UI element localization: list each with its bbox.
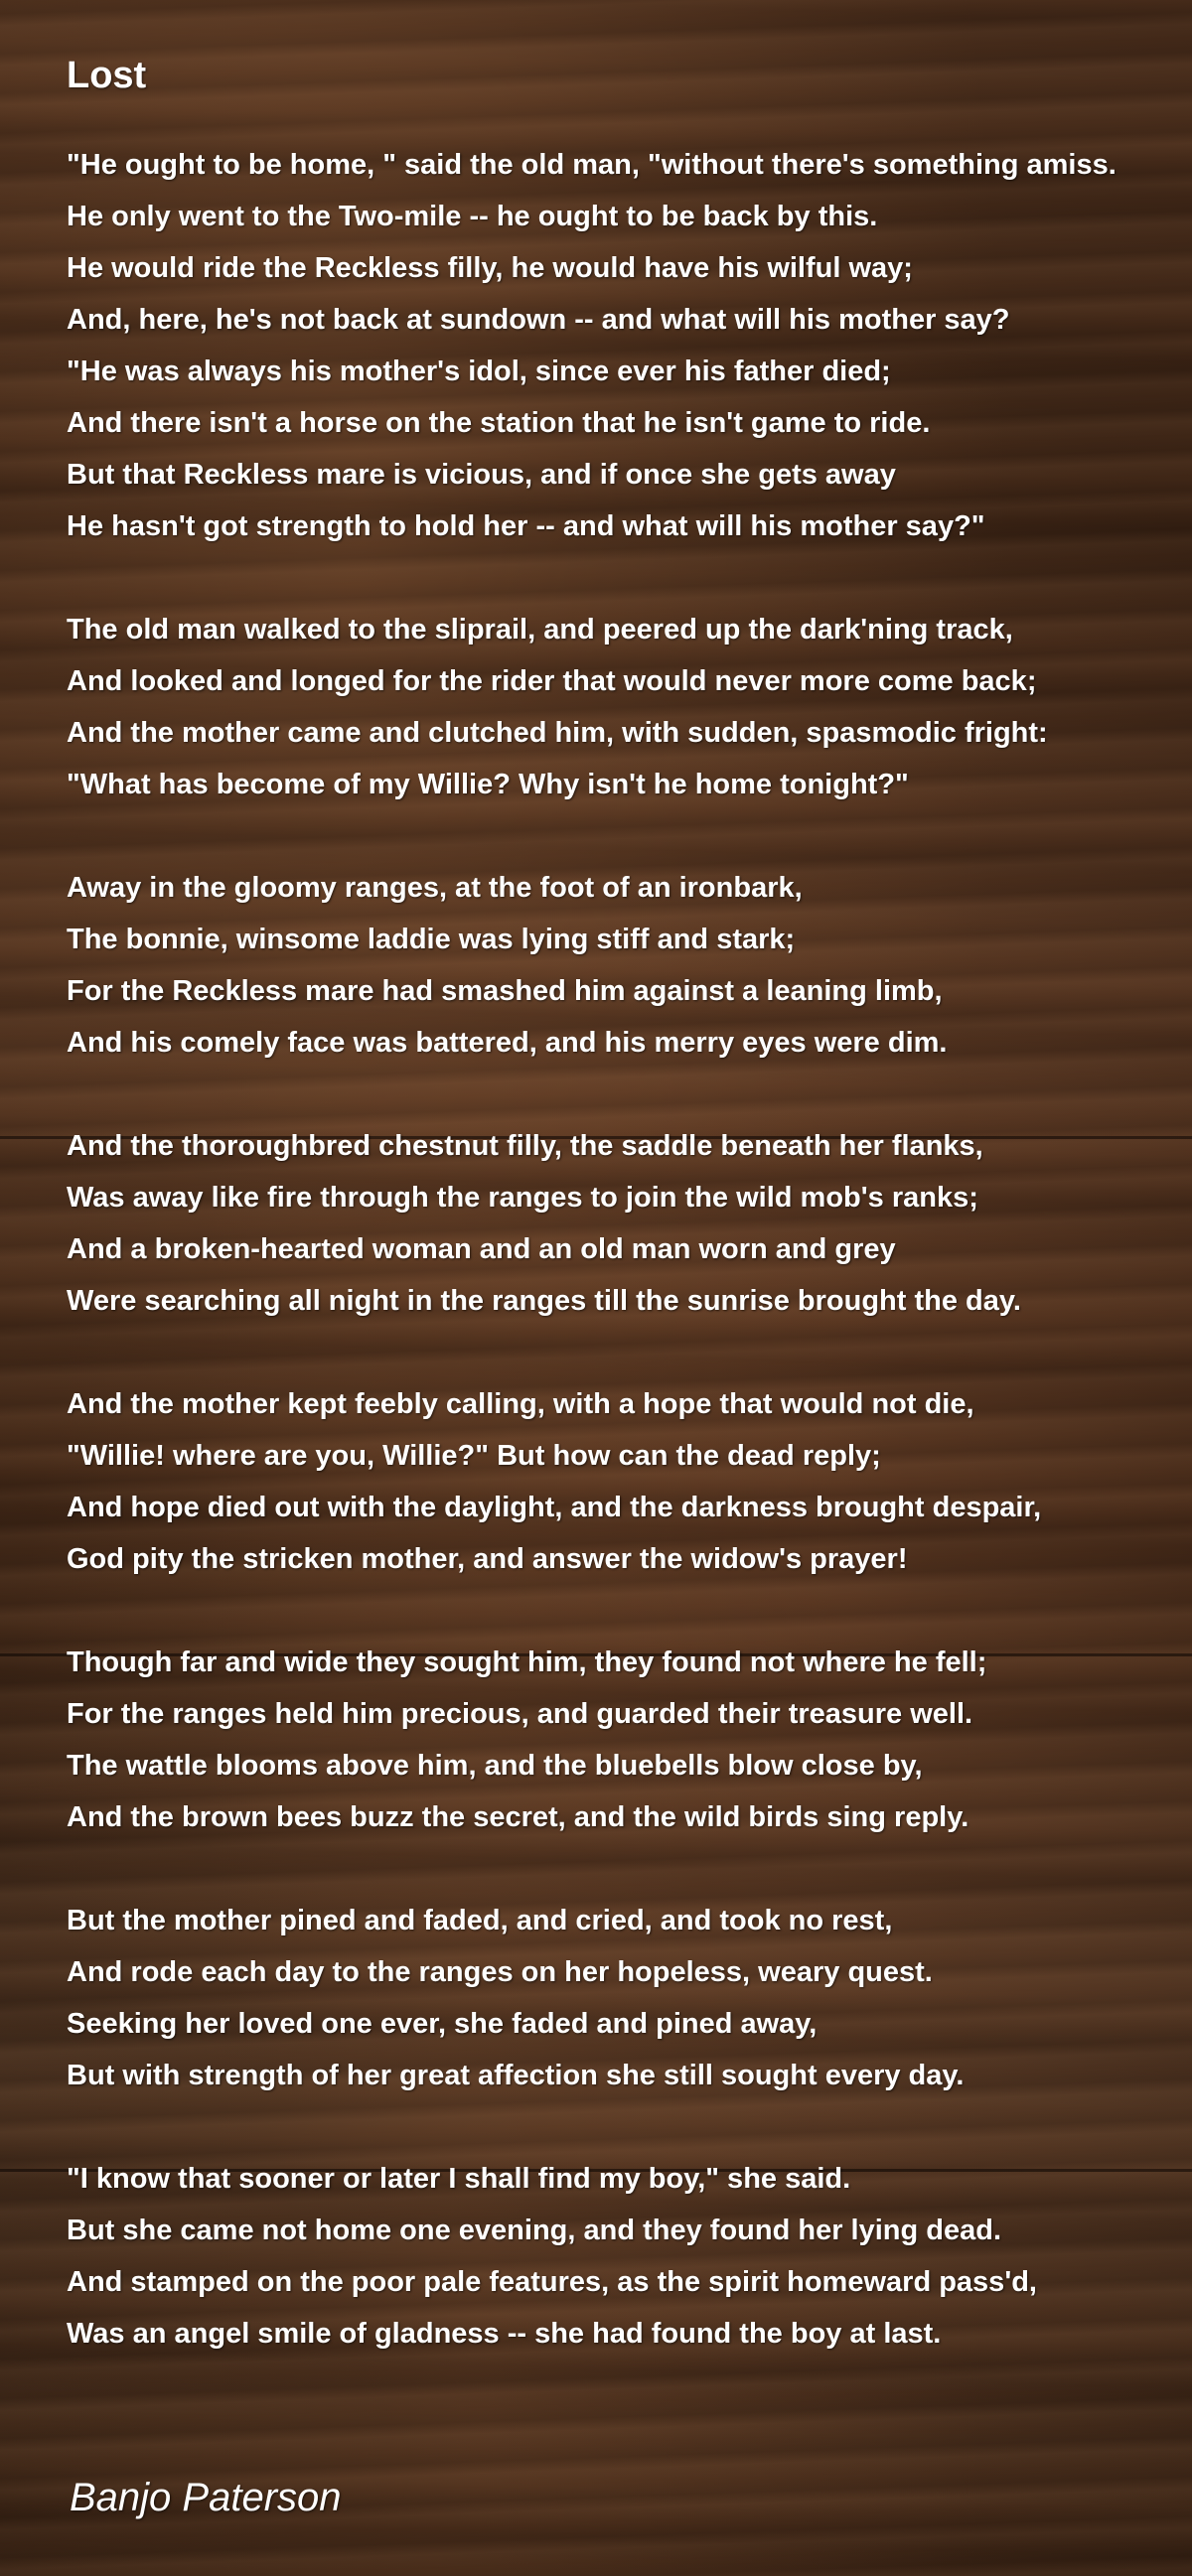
poem-line: And the mother kept feebly calling, with a hope that would not die, <box>67 1388 974 1420</box>
poem-line: And the mother came and clutched him, with sudden, spasmodic fright: <box>67 717 1048 749</box>
stanza-1 <box>67 139 1169 552</box>
poem-line: For the Reckless mare had smashed him against a leaning limb, <box>67 975 943 1007</box>
stanza-4 <box>67 1120 1169 1327</box>
poem-author: Banjo Paterson <box>70 2476 342 2519</box>
poem-line: The bonnie, winsome laddie was lying stiff and stark; <box>67 924 796 955</box>
stanza-7 <box>67 1895 1169 2101</box>
poem-line: And his comely face was battered, and his merry eyes were dim. <box>67 1027 948 1059</box>
poem-line: The wattle blooms above him, and the bluebells blow close by, <box>67 1750 923 1782</box>
poem-line: The old man walked to the sliprail, and peered up the dark'ning track, <box>67 614 1013 645</box>
poem-line: But that Reckless mare is vicious, and if once she gets away <box>67 459 896 491</box>
poem-body <box>67 52 1169 2411</box>
poem-line: And, here, he's not back at sundown -- and what will his mother say? <box>67 304 1010 336</box>
poem-line: Was away like fire through the ranges to join the wild mob's ranks; <box>67 1182 978 1214</box>
stanza-2 <box>67 604 1169 810</box>
stanza-6 <box>67 1637 1169 1843</box>
poem-line: And a broken-hearted woman and an old man worn and grey <box>67 1233 896 1265</box>
poem-line: "He was always his mother's idol, since ever his father died; <box>67 356 891 387</box>
poem-line: God pity the stricken mother, and answer the widow's prayer! <box>67 1543 908 1575</box>
poem-line: And stamped on the poor pale features, as the spirit homeward pass'd, <box>67 2266 1037 2298</box>
poem-line: And the thoroughbred chestnut filly, the saddle beneath her flanks, <box>67 1130 983 1162</box>
stanza-8 <box>67 2153 1169 2360</box>
stanza-5 <box>67 1378 1169 1585</box>
poem-title: Lost <box>67 55 147 96</box>
poem-line: He only went to the Two-mile -- he ought to be back by this. <box>67 201 878 232</box>
poem-line: And there isn't a horse on the station that he isn't game to ride. <box>67 407 931 439</box>
poem-line: But the mother pined and faded, and cried, and took no rest, <box>67 1905 893 1936</box>
poem-line: Was an angel smile of gladness -- she had found the boy at last. <box>67 2318 942 2350</box>
poem-line: Were searching all night in the ranges till the sunrise brought the day. <box>67 1285 1021 1317</box>
poem-line: But she came not home one evening, and they found her lying dead. <box>67 2215 1002 2246</box>
poem-line: And hope died out with the daylight, and the darkness brought despair, <box>67 1492 1042 1523</box>
poem-line: And the brown bees buzz the secret, and the wild birds sing reply. <box>67 1801 969 1833</box>
poem-line: He hasn't got strength to hold her -- and what will his mother say?" <box>67 510 985 542</box>
poem-line: "I know that sooner or later I shall find my boy," she said. <box>67 2163 851 2195</box>
poem-line: But with strength of her great affection she still sought every day. <box>67 2060 965 2091</box>
stanza-3 <box>67 862 1169 1069</box>
poem-line: He would ride the Reckless filly, he would have his wilful way; <box>67 252 913 284</box>
poem-line: For the ranges held him precious, and guarded their treasure well. <box>67 1698 973 1730</box>
poem-line: "Willie! where are you, Willie?" But how can the dead reply; <box>67 1440 881 1472</box>
poem-line: Seeking her loved one ever, she faded and pined away, <box>67 2008 818 2040</box>
poem-line: Though far and wide they sought him, they found not where he fell; <box>67 1646 987 1678</box>
poem-line: And rode each day to the ranges on her hopeless, weary quest. <box>67 1956 933 1988</box>
poem-line: "What has become of my Willie? Why isn't he home tonight?" <box>67 769 909 800</box>
poem-line: And looked and longed for the rider that would never more come back; <box>67 665 1037 697</box>
poem-line: Away in the gloomy ranges, at the foot of an ironbark, <box>67 872 803 904</box>
poem-line: "He ought to be home, " said the old man, "without there's something amiss. <box>67 149 1117 181</box>
